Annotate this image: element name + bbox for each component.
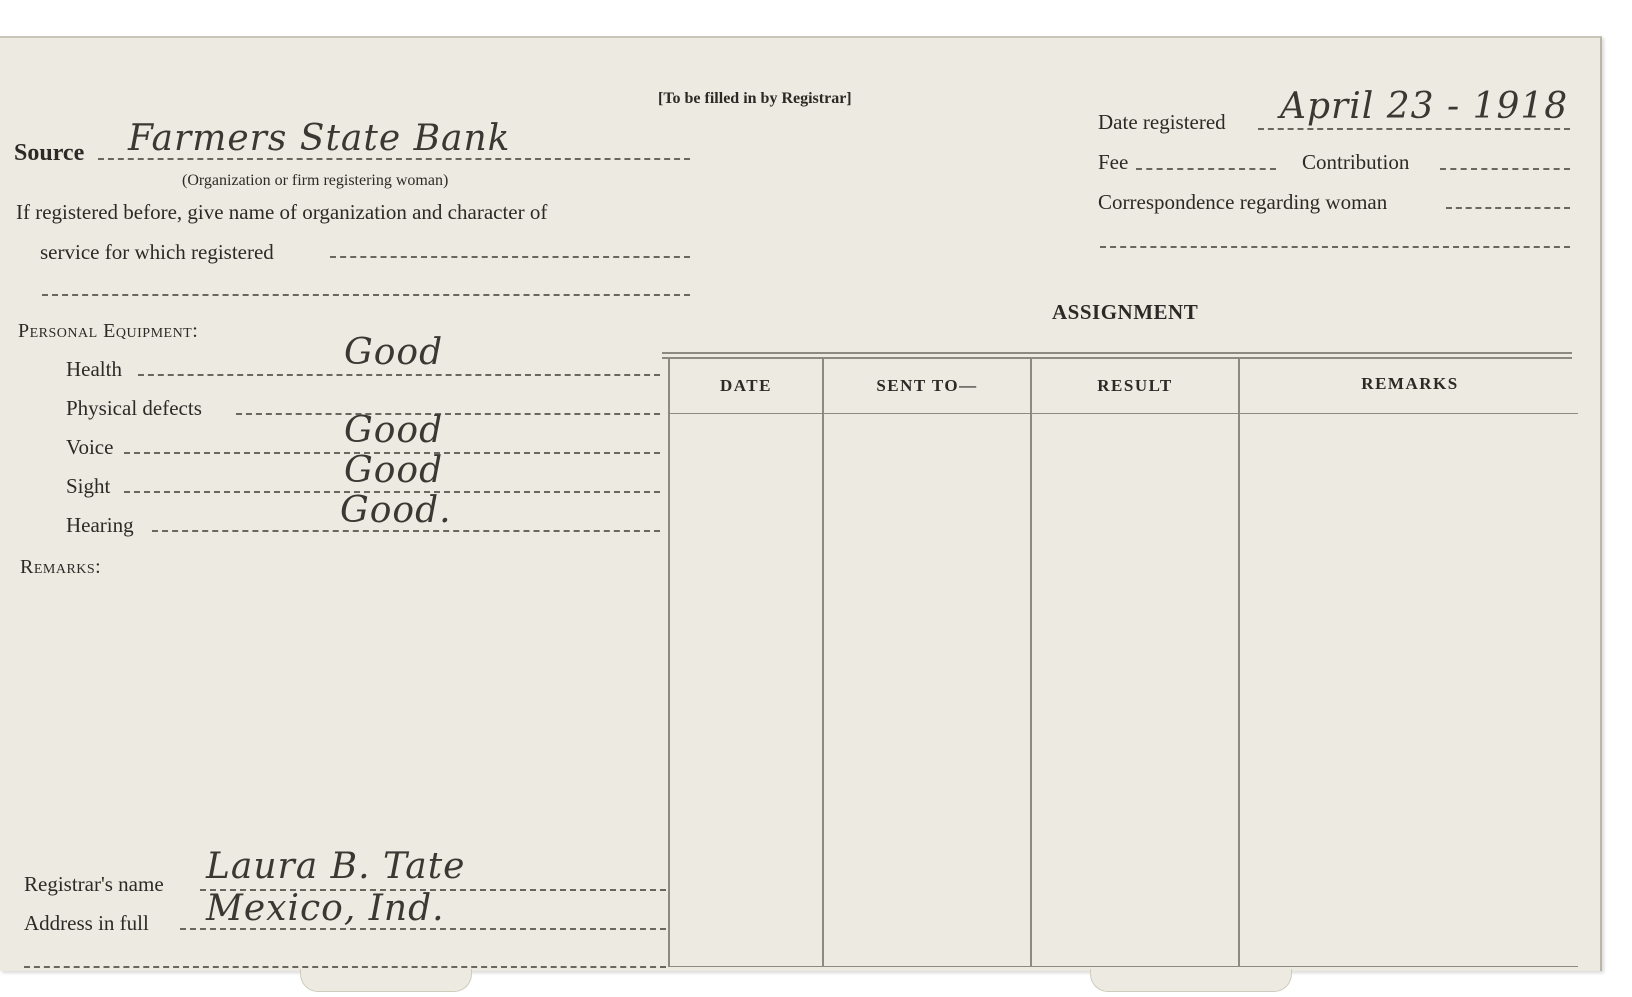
fee-dotted-line — [1136, 168, 1276, 170]
previous-registration-line1: If registered before, give name of organization and character of — [16, 200, 548, 224]
bottom-dotted-line — [24, 966, 666, 968]
assignment-col-divider-1 — [822, 359, 824, 967]
assignment-col-divider-0 — [668, 359, 670, 967]
voice-value: Good — [344, 410, 444, 451]
source-label: Source — [14, 140, 85, 166]
registrar-note: [To be filled in by Registrar] — [658, 90, 852, 107]
remarks-heading: Remarks: — [20, 556, 102, 578]
address-value: Mexico, Ind. — [206, 888, 445, 929]
assignment-header-underline — [668, 413, 1578, 414]
previous-registration-extra-line — [42, 294, 690, 296]
date-registered-label: Date registered — [1098, 110, 1226, 134]
assignment-col-date: DATE — [720, 376, 772, 395]
personal-equipment-heading: Personal Equipment: — [18, 320, 199, 342]
address-label: Address in full — [24, 911, 149, 935]
hearing-label: Hearing — [66, 513, 134, 537]
registrar-name-label: Registrar's name — [24, 872, 164, 896]
date-registered-dotted-line — [1258, 128, 1570, 130]
fee-label: Fee — [1098, 150, 1129, 174]
assignment-bottom-rule — [668, 966, 1578, 967]
sight-value: Good — [344, 450, 444, 491]
health-dotted-line — [138, 374, 660, 376]
assignment-top-rule-2 — [662, 357, 1572, 359]
assignment-col-sent-to: SENT TO— — [876, 376, 978, 395]
assignment-col-remarks: REMARKS — [1361, 374, 1459, 393]
source-caption: (Organization or firm registering woman) — [182, 172, 449, 189]
voice-label: Voice — [66, 435, 114, 459]
registrar-name-value: Laura B. Tate — [206, 846, 466, 887]
card-tab-left — [300, 969, 472, 992]
assignment-col-divider-3 — [1238, 359, 1240, 967]
health-label: Health — [66, 357, 122, 381]
previous-registration-dotted-line — [330, 256, 690, 258]
date-registered-value: April 23 - 1918 — [1280, 86, 1569, 127]
correspondence-extra-line — [1100, 246, 1570, 248]
health-value: Good — [344, 332, 444, 373]
assignment-col-result: RESULT — [1097, 376, 1173, 395]
contribution-dotted-line — [1440, 168, 1570, 170]
source-value: Farmers State Bank — [128, 118, 511, 159]
assignment-title: ASSIGNMENT — [1052, 300, 1199, 324]
sight-label: Sight — [66, 474, 111, 498]
correspondence-label: Correspondence regarding woman — [1098, 190, 1388, 214]
assignment-col-divider-2 — [1030, 359, 1032, 967]
physical-defects-label: Physical defects — [66, 396, 202, 420]
physical-defects-dotted-line — [236, 413, 660, 415]
card-tab-right — [1090, 969, 1292, 992]
correspondence-dotted-line — [1446, 207, 1570, 209]
assignment-top-rule — [662, 352, 1572, 354]
contribution-label: Contribution — [1302, 150, 1410, 174]
hearing-value: Good. — [340, 490, 452, 531]
previous-registration-line2: service for which registered — [40, 240, 274, 264]
